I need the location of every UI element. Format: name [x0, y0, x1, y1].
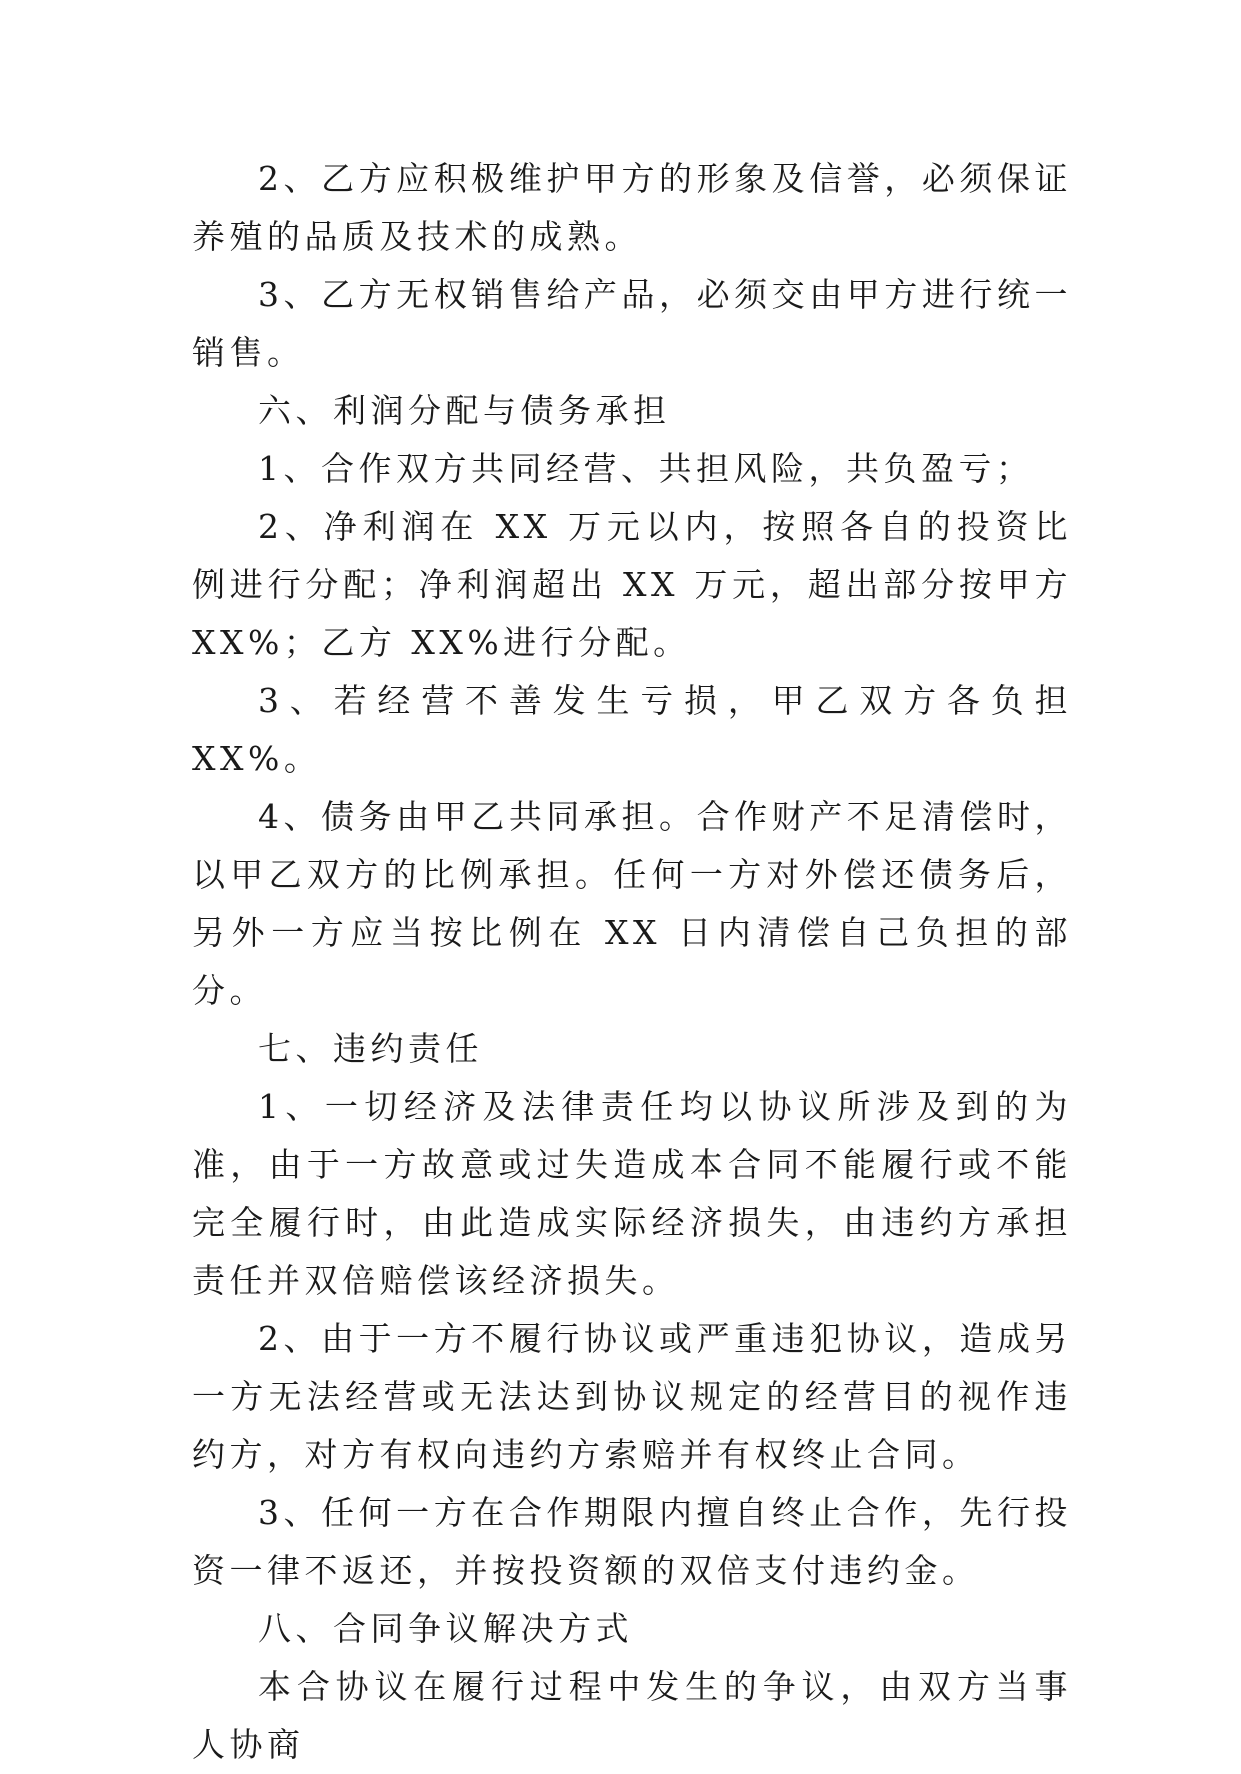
- paragraph-clause-6-2: 2、净利润在 XX 万元以内，按照各自的投资比例进行分配；净利润超出 XX 万元，超出部分按甲方 XX%；乙方 XX%进行分配。: [192, 507, 1072, 662]
- paragraph-clause-6-1: 1、合作双方共同经营、共担风险，共负盈亏；: [258, 449, 1034, 488]
- paragraph-clause-6-4: 4、债务由甲乙共同承担。合作财产不足清偿时，以甲乙双方的比例承担。任何一方对外偿还债务后，另外一方应当按比例在 XX 日内清偿自己负担的部分。: [192, 797, 1072, 1010]
- paragraph-clause-5-3: 3、乙方无权销售给产品，必须交由甲方进行统一销售。: [192, 275, 1072, 372]
- paragraph-clause-7-3: 3、任何一方在合作期限内擅自终止合作，先行投资一律不返还，并按投资额的双倍支付违约金。: [192, 1493, 1072, 1590]
- section-heading-8: 八、合同争议解决方式: [258, 1609, 633, 1648]
- paragraph-clause-8-body: 本合协议在履行过程中发生的争议，由双方当事人协商: [192, 1667, 1072, 1764]
- paragraph-clause-5-2: 2、乙方应积极维护甲方的形象及信誉，必须保证养殖的品质及技术的成熟。: [192, 159, 1072, 256]
- section-heading-7: 七、违约责任: [258, 1029, 483, 1068]
- section-heading-6: 六、利润分配与债务承担: [258, 391, 671, 430]
- paragraph-clause-7-1: 1、一切经济及法律责任均以协议所涉及到的为准，由于一方故意或过失造成本合同不能履行或不能完全履行时，由此造成实际经济损失，由违约方承担责任并双倍赔偿该经济损失。: [192, 1087, 1072, 1300]
- document-body: [192, 150, 1072, 1774]
- paragraph-clause-6-3: 3、若经营不善发生亏损，甲乙双方各负担 XX%。: [192, 681, 1072, 778]
- paragraph-clause-7-2: 2、由于一方不履行协议或严重违犯协议，造成另一方无法经营或无法达到协议规定的经营目的视作违约方，对方有权向违约方索赔并有权终止合同。: [192, 1319, 1072, 1474]
